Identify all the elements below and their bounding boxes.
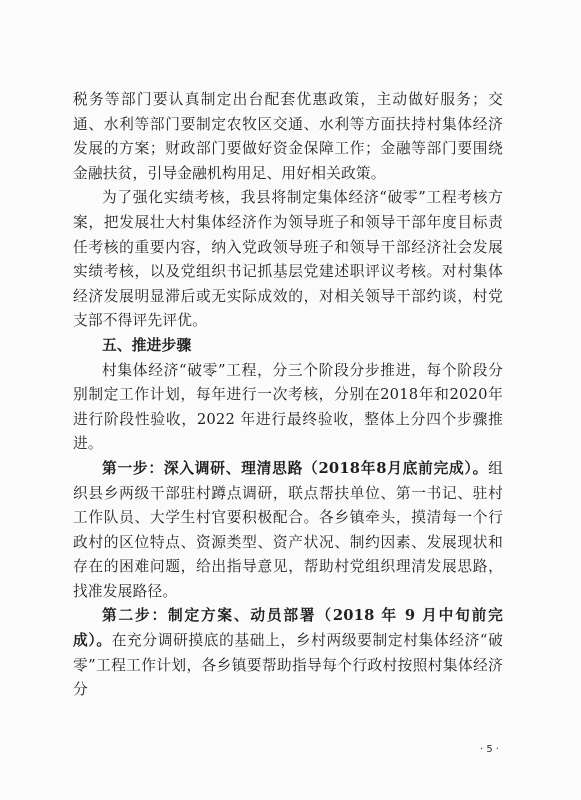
step-two-lead: 第二步：制定方案、动员部署（2018 年 9 月中旬前完成）。 [73, 607, 503, 650]
paragraph-step-one [73, 457, 503, 605]
step-one-lead: 第一步：深入调研、理清思路（2018年8月底前完成）。 [102, 459, 489, 477]
section-heading-steps: 五、推进步骤 [102, 336, 192, 354]
paragraph-stages: 村集体经济“破零”工程，分三个阶段分步推进，每个阶段分别制定工作计划，每年进行一次考核，分别在2018年和2020年进行阶段性验收，2022 年进行最终验收，整体上分四个步骤推进。 [73, 361, 503, 453]
step-two-text: 在充分调研摸底的基础上，乡村两级要制定村集体经济“破零”工程工作计划，各乡镇要帮助指导每个行政村按照村集体经济分 [73, 632, 503, 699]
paragraph-departments: 税务等部门要认真制定出台配套优惠政策，主动做好服务；交通、水利等部门要制定农牧区交通、水利等方面扶持村集体经济发展的方案；财政部门要做好资金保障工作；金融等部门要围绕金融扶贫，引导金融机构用足、用好相关政策。 [73, 91, 503, 182]
paragraph-assessment: 为了强化实绩考核，我县将制定集体经济“破零”工程考核方案，把发展壮大村集体经济作为领导班子和领导干部年度目标责任考核的重要内容，纳入党政领导班子和领导干部经济社会发展实绩考核，以及党组织书记抓基层党建述职评议考核。对村集体经济发展明显滞后或无实际成效的，对相关领导干部约谈，村党支部不得评先评优。 [73, 189, 503, 330]
paragraph-step-two [73, 604, 503, 702]
page-number: · 5 · [480, 744, 500, 755]
body-text [73, 88, 503, 703]
step-one-text: 组织县乡两级干部驻村蹲点调研，联点帮扶单位、第一书记、驻村工作队员、大学生村官要积极配合。各乡镇牵头，摸清每一个行政村的区位特点、资源类型、资产状况、制约因素、发展现状和存在的困难问题，给出指导意见，帮助村党组织理清发展思路，找准发展路径。 [73, 459, 503, 600]
